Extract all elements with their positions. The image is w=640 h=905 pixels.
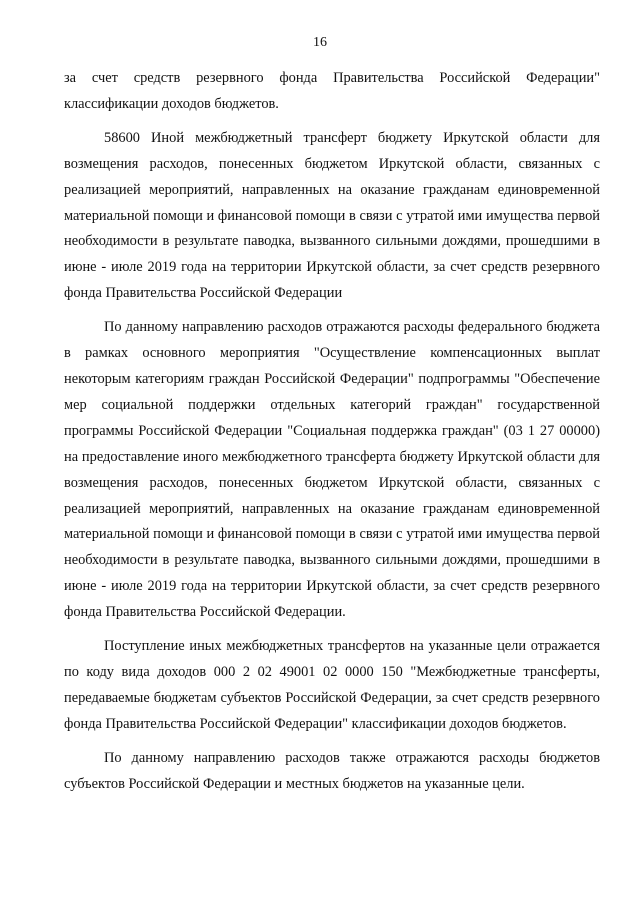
paragraph-continuation: за счет средств резервного фонда Правительства Российской Федерации" классификации доходов бюджетов. (64, 70, 600, 112)
page-number: 16 (313, 35, 327, 50)
paragraph-regional-expenses: По данному направлению расходов также отражаются расходы бюджетов субъектов Российской Федерации и местных бюджетов на указанные цели. (64, 749, 600, 792)
paragraph-income-code: Поступление иных межбюджетных трансфертов на указанные цели отражается по коду вида доходов 000 2 02 49001 02 0000 150 "Межбюджетные трансферты, передаваемые бюджетам субъектов Российской Федерации, за счет средств резервного фонда Правительства Российской Федерации" классификации доходов бюджетов. (64, 638, 600, 732)
paragraph-code-58600: 58600 Иной межбюджетный трансферт бюджету Иркутской области для возмещения расходов, понесенных бюджетом Иркутской области, связанных с реализацией мероприятий, направленных на оказание гражданам единовременной материальной помощи и финансовой помощи в связи с утратой ими имущества первой необходимости в результате паводка, вызванного сильными дождями, прошедшими в июне - июле 2019 года на территории Иркутской области, за счет средств резервного фонда Правительства Российской Федерации (64, 129, 600, 302)
document-body (64, 66, 600, 805)
paragraph-federal-expenses: По данному направлению расходов отражаются расходы федерального бюджета в рамках основного мероприятия "Осуществление компенсационных выплат некоторым категориям граждан Российской Федерации" подпрограммы "Обеспечение мер социальной поддержки отдельных категорий граждан" государственной программы Российской Федерации "Социальная поддержка граждан" (03 1 27 00000) на предоставление иного межбюджетного трансферта бюджету Иркутской области для возмещения расходов, понесенных бюджетом Иркутской области, связанных с реализацией мероприятий, направленных на оказание гражданам единовременной материальной помощи и финансовой помощи в связи с утратой ими имущества первой необходимости в результате паводка, вызванного сильными дождями, прошедшими в июне - июле 2019 года на территории Иркутской области, за счет средств резервного фонда Правительства Российской Федерации. (64, 319, 600, 621)
